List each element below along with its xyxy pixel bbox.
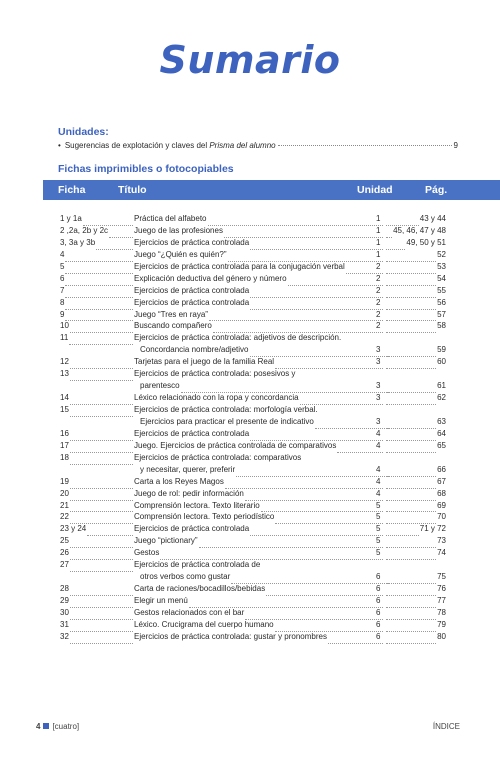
ficha-value: 12: [60, 357, 69, 367]
unidad-cell: [376, 392, 446, 404]
ficha-value: 26: [60, 548, 69, 558]
unidad-cell: [376, 511, 446, 523]
ficha-value: 15: [60, 405, 69, 414]
unidad-cell: [376, 237, 446, 249]
unidad-cell: [376, 595, 446, 607]
titulo-cell: [134, 261, 384, 273]
titulo-cell: [134, 297, 384, 309]
ficha-value: 30: [60, 607, 69, 617]
titulo-cell: [134, 404, 384, 416]
ficha-value: 20: [60, 488, 69, 498]
pag-value: 69: [437, 500, 446, 510]
square-icon: [43, 723, 49, 729]
unidades-item-text: Sugerencias de explotación y claves del: [64, 141, 210, 150]
titulo-value: Ejercicios de práctica controlada: [134, 285, 250, 295]
ficha-cell: [60, 416, 134, 428]
pag-value: 71 y 72: [419, 524, 446, 534]
titulo-cell: [134, 320, 384, 332]
ficha-cell: [60, 344, 134, 356]
titulo-cell: [134, 225, 384, 237]
ficha-value: 10: [60, 321, 69, 331]
titulo-cell: [134, 464, 390, 476]
titulo-value: parentesco: [140, 381, 180, 391]
titulo-cell: [134, 440, 384, 452]
unidad-value: 1: [376, 249, 381, 259]
unidad-cell: [376, 428, 446, 440]
ficha-cell: [60, 607, 134, 619]
table-row: [0, 523, 500, 535]
ficha-value: 17: [60, 440, 69, 450]
ficha-value: 1 y 1a: [60, 214, 82, 223]
ficha-cell: [60, 452, 134, 464]
unidad-value: 4: [376, 464, 381, 474]
unidad-cell: [376, 261, 446, 273]
titulo-cell: [134, 428, 384, 440]
pag-value: 67: [437, 476, 446, 486]
titulo-cell: [134, 368, 384, 380]
titulo-cell: [134, 380, 390, 392]
table-row: [0, 488, 500, 500]
titulo-cell: [134, 356, 384, 368]
ficha-cell: [60, 523, 134, 535]
ficha-cell: [60, 464, 134, 476]
titulo-cell: [134, 583, 384, 595]
titulo-cell: [134, 500, 384, 512]
unidad-cell: [376, 440, 446, 452]
ficha-cell: [60, 237, 134, 249]
unidad-value: 3: [376, 381, 381, 391]
unidad-cell: [376, 631, 446, 643]
titulo-value: Juego “pictionary”: [134, 536, 198, 546]
table-row: [0, 237, 500, 249]
ficha-cell: [60, 404, 134, 416]
unidades-item-italic: Prisma del alumno: [209, 141, 276, 150]
titulo-cell: [134, 344, 390, 356]
unidad-value: 4: [376, 476, 381, 486]
titulo-value: Tarjetas para el juego de la familia Real: [134, 357, 275, 367]
titulo-value: Ejercicios de práctica controlada: comparativos: [134, 452, 302, 462]
unidad-cell: [376, 297, 446, 309]
footer-left: [36, 722, 79, 731]
unidad-value: 2: [376, 321, 381, 331]
table-row: [0, 511, 500, 523]
unidades-heading: Unidades:: [58, 126, 109, 138]
ficha-value: 25: [60, 536, 69, 546]
unidad-cell: [376, 380, 446, 392]
unidad-value: 4: [376, 428, 381, 438]
unidad-value: 3: [376, 416, 381, 426]
header-pag: Pág.: [425, 184, 448, 196]
ficha-value: 7: [60, 285, 65, 295]
ficha-value: 8: [60, 297, 65, 307]
ficha-cell: [60, 595, 134, 607]
titulo-cell: [134, 488, 384, 500]
titulo-cell: [134, 285, 384, 297]
titulo-value: Concordancia nombre/adjetivo: [140, 345, 249, 355]
titulo-value: Léxico. Crucigrama del cuerpo humano: [134, 619, 274, 629]
table-row: [0, 392, 500, 404]
table-row: [0, 416, 500, 428]
header-titulo: Título: [118, 184, 147, 196]
unidad-cell: [376, 607, 446, 619]
ficha-value: 4: [60, 249, 65, 259]
unidad-value: 6: [376, 631, 381, 641]
ficha-value: 31: [60, 619, 69, 629]
titulo-cell: [134, 213, 384, 225]
table-header: [43, 180, 500, 200]
leader-dots: [386, 631, 436, 644]
pag-value: 65: [437, 440, 446, 450]
pag-value: 54: [437, 273, 446, 283]
ficha-cell: [60, 535, 134, 547]
leader-dots: [70, 631, 133, 644]
pag-value: 62: [437, 393, 446, 403]
titulo-value: Comprensión lectora. Texto periodístico: [134, 512, 275, 522]
titulo-value: Explicación deductiva del género y número: [134, 273, 287, 283]
unidad-value: 3: [376, 393, 381, 403]
table-row: [0, 583, 500, 595]
table-row: [0, 356, 500, 368]
unidades-item: [58, 140, 458, 150]
unidad-cell: [376, 285, 446, 297]
pag-value: 55: [437, 285, 446, 295]
titulo-value: Gestos relacionados con el bar: [134, 607, 245, 617]
pag-value: 58: [437, 321, 446, 331]
unidad-cell: [376, 309, 446, 321]
unidad-value: 6: [376, 619, 381, 629]
unidad-value: 5: [376, 536, 381, 546]
ficha-cell: [60, 583, 134, 595]
titulo-cell: [134, 237, 384, 249]
titulo-cell: [134, 476, 384, 488]
unidad-cell: [376, 488, 446, 500]
unidad-value: 4: [376, 488, 381, 498]
pag-value: 78: [437, 607, 446, 617]
ficha-cell: [60, 249, 134, 261]
unidad-cell: [376, 249, 446, 261]
table-row: [0, 559, 500, 571]
pag-value: 66: [437, 464, 446, 474]
ficha-cell: [60, 356, 134, 368]
pag-value: 59: [437, 345, 446, 355]
titulo-value: Ejercicios de práctica controlada: posesivos y: [134, 369, 296, 379]
pag-value: 43 y 44: [419, 214, 446, 223]
titulo-value: Carta a los Reyes Magos: [134, 476, 224, 486]
titulo-cell: [134, 535, 384, 547]
table-body: [0, 213, 500, 643]
pag-value: 68: [437, 488, 446, 498]
unidad-value: 5: [376, 500, 381, 510]
titulo-value: Ejercicios de práctica controlada: adjetivos de descripción.: [134, 333, 342, 343]
unidad-cell: [376, 500, 446, 512]
ficha-value: 28: [60, 584, 69, 594]
unidad-value: 2: [376, 309, 381, 319]
pag-value: 56: [437, 297, 446, 307]
table-row: [0, 225, 500, 237]
unidades-item-page: 9: [453, 141, 458, 150]
table-row: [0, 309, 500, 321]
ficha-value: 32: [60, 631, 69, 641]
unidad-value: 2: [376, 261, 381, 271]
titulo-cell: [134, 273, 384, 285]
titulo-cell: [134, 511, 384, 523]
ficha-cell: [60, 213, 134, 225]
ficha-cell: [60, 631, 134, 643]
table-row: [0, 368, 500, 380]
unidad-value: 5: [376, 512, 381, 522]
unidad-value: 6: [376, 584, 381, 594]
titulo-cell: [134, 595, 384, 607]
unidad-cell: [376, 416, 446, 428]
titulo-value: Ejercicios de práctica controlada: [134, 297, 250, 307]
table-row: [0, 440, 500, 452]
ficha-value: 23 y 24: [60, 524, 87, 534]
page-title: Sumario: [159, 38, 341, 82]
titulo-value: otros verbos como gustar: [140, 572, 231, 582]
ficha-cell: [60, 547, 134, 559]
table-row: [0, 404, 500, 416]
unidad-value: 2: [376, 273, 381, 283]
ficha-cell: [60, 320, 134, 332]
table-row: [0, 452, 500, 464]
titulo-value: Léxico relacionado con la ropa y concordancia: [134, 393, 299, 403]
ficha-value: 14: [60, 393, 69, 403]
ficha-value: 9: [60, 309, 65, 319]
unidad-cell: [376, 571, 446, 583]
titulo-value: Ejercicios de práctica controlada de: [134, 560, 261, 570]
titulo-value: Buscando compañero: [134, 321, 212, 331]
table-row: [0, 607, 500, 619]
ficha-cell: [60, 368, 134, 380]
table-row: [0, 380, 500, 392]
ficha-value: 13: [60, 369, 69, 379]
ficha-cell: [60, 309, 134, 321]
titulo-value: Ejercicios de práctica controlada: gustar y pronombres: [134, 631, 327, 641]
table-row: [0, 428, 500, 440]
ficha-cell: [60, 261, 134, 273]
pag-value: 79: [437, 619, 446, 629]
leader-dots: [278, 138, 452, 146]
unidad-value: 5: [376, 524, 381, 534]
pag-value: 73: [437, 536, 446, 546]
unidad-value: 4: [376, 440, 381, 450]
pag-value: 64: [437, 428, 446, 438]
titulo-value: Gestos: [134, 548, 160, 558]
ficha-cell: [60, 285, 134, 297]
unidad-cell: [376, 547, 446, 559]
pag-value: 60: [437, 357, 446, 367]
pag-value: 63: [437, 416, 446, 426]
ficha-cell: [60, 559, 134, 571]
unidad-value: 1: [376, 237, 381, 247]
titulo-cell: [134, 416, 390, 428]
titulo-cell: [134, 392, 384, 404]
ficha-value: 21: [60, 500, 69, 510]
unidad-cell: [376, 225, 446, 237]
header-unidad: Unidad: [357, 184, 393, 196]
unidad-value: 1: [376, 214, 381, 223]
unidad-value: 6: [376, 596, 381, 605]
header-ficha: Ficha: [58, 184, 86, 196]
ficha-cell: [60, 297, 134, 309]
unidad-cell: [376, 344, 446, 356]
titulo-value: Comprensión lectora. Texto literario: [134, 500, 260, 510]
pag-value: 52: [437, 249, 446, 259]
titulo-value: Juego de las profesiones: [134, 225, 223, 235]
unidad-cell: [376, 523, 446, 535]
table-row: [0, 273, 500, 285]
titulo-value: Juego. Ejercicios de práctica controlada de comparativos: [134, 440, 337, 450]
table-row: [0, 213, 500, 225]
ficha-cell: [60, 500, 134, 512]
ficha-cell: [60, 571, 134, 583]
table-row: [0, 285, 500, 297]
table-row: [0, 500, 500, 512]
ficha-cell: [60, 440, 134, 452]
table-row: [0, 547, 500, 559]
pag-value: 70: [437, 512, 446, 522]
pag-value: 76: [437, 584, 446, 594]
footer-page-number: 4: [36, 722, 41, 731]
ficha-cell: [60, 619, 134, 631]
titulo-value: y necesitar, querer, preferir: [140, 464, 236, 474]
titulo-value: Juego “Tres en raya”: [134, 309, 208, 319]
pag-value: 77: [437, 596, 446, 605]
footer-right: ÍNDICE: [432, 722, 460, 731]
titulo-value: Práctica del alfabeto: [134, 214, 207, 223]
table-row: [0, 249, 500, 261]
titulo-value: Ejercicios de práctica controlada para la conjugación verbal: [134, 261, 345, 271]
titulo-value: Elegir un menú: [134, 596, 188, 605]
ficha-value: 19: [60, 476, 69, 486]
table-row: [0, 344, 500, 356]
unidad-cell: [376, 213, 446, 225]
unidad-cell: [376, 619, 446, 631]
ficha-cell: [60, 476, 134, 488]
pag-value: 49, 50 y 51: [406, 237, 446, 247]
unidad-value: 5: [376, 548, 381, 558]
ficha-value: 27: [60, 560, 69, 570]
pag-value: 80: [437, 631, 446, 641]
titulo-value: Ejercicios de práctica controlada: [134, 428, 250, 438]
unidad-cell: [376, 273, 446, 285]
ficha-value: 18: [60, 452, 69, 462]
footer-page-word: [cuatro]: [52, 722, 80, 731]
unidad-value: 6: [376, 607, 381, 617]
unidad-value: 3: [376, 345, 381, 355]
titulo-cell: [134, 631, 384, 643]
ficha-value: 6: [60, 273, 65, 283]
unidad-value: 1: [376, 225, 381, 235]
unidad-cell: [376, 476, 446, 488]
table-row: [0, 619, 500, 631]
ficha-cell: [60, 380, 134, 392]
titulo-cell: [134, 559, 384, 571]
pag-value: 61: [437, 381, 446, 391]
ficha-cell: [60, 428, 134, 440]
titulo-cell: [134, 249, 384, 261]
ficha-value: 22: [60, 512, 69, 522]
table-row: [0, 476, 500, 488]
leader-dots: [328, 631, 383, 644]
titulo-value: Carta de raciones/bocadillos/bebidas: [134, 584, 266, 594]
titulo-cell: [134, 452, 384, 464]
titulo-value: Ejercicios de práctica controlada: [134, 237, 250, 247]
titulo-value: Ejercicios de práctica controlada: morfología verbal.: [134, 405, 318, 414]
unidad-value: 3: [376, 357, 381, 367]
ficha-cell: [60, 488, 134, 500]
ficha-cell: [60, 225, 134, 237]
titulo-cell: [134, 571, 390, 583]
unidad-value: 2: [376, 285, 381, 295]
ficha-value: 16: [60, 428, 69, 438]
titulo-value: Ejercicios de práctica controlada: [134, 524, 250, 534]
titulo-cell: [134, 607, 384, 619]
pag-value: 74: [437, 548, 446, 558]
unidad-cell: [376, 356, 446, 368]
ficha-value: 29: [60, 596, 69, 605]
unidad-cell: [376, 583, 446, 595]
table-row: [0, 595, 500, 607]
titulo-cell: [134, 619, 384, 631]
pag-value: 53: [437, 261, 446, 271]
table-row: [0, 631, 500, 643]
ficha-cell: [60, 392, 134, 404]
pag-value: 45, 46, 47 y 48: [393, 225, 446, 235]
table-row: [0, 535, 500, 547]
unidad-cell: [376, 320, 446, 332]
unidad-cell: [376, 535, 446, 547]
unidad-cell: [376, 464, 446, 476]
titulo-value: Ejercicios para practicar el presente de indicativo: [140, 416, 314, 426]
ficha-value: 3, 3a y 3b: [60, 237, 96, 247]
table-row: [0, 464, 500, 476]
table-row: [0, 297, 500, 309]
ficha-value: 2 ,2a, 2b y 2c: [60, 225, 109, 235]
table-row: [0, 571, 500, 583]
ficha-cell: [60, 332, 134, 344]
pag-value: 57: [437, 309, 446, 319]
table-row: [0, 261, 500, 273]
ficha-cell: [60, 273, 134, 285]
ficha-value: 11: [60, 333, 69, 343]
titulo-cell: [134, 309, 384, 321]
unidad-value: 2: [376, 297, 381, 307]
fichas-heading: Fichas imprimibles o fotocopiables: [58, 163, 234, 175]
ficha-cell: [60, 511, 134, 523]
unidad-value: 6: [376, 572, 381, 582]
table-row: [0, 332, 500, 344]
titulo-cell: [134, 523, 384, 535]
titulo-value: Juego de rol: pedir información: [134, 488, 244, 498]
titulo-cell: [134, 332, 384, 344]
titulo-value: Juego “¿Quién es quién?”: [134, 249, 227, 259]
table-row: [0, 320, 500, 332]
titulo-cell: [134, 547, 384, 559]
bullet: •: [58, 141, 61, 150]
pag-value: 75: [437, 572, 446, 582]
ficha-value: 5: [60, 261, 65, 271]
